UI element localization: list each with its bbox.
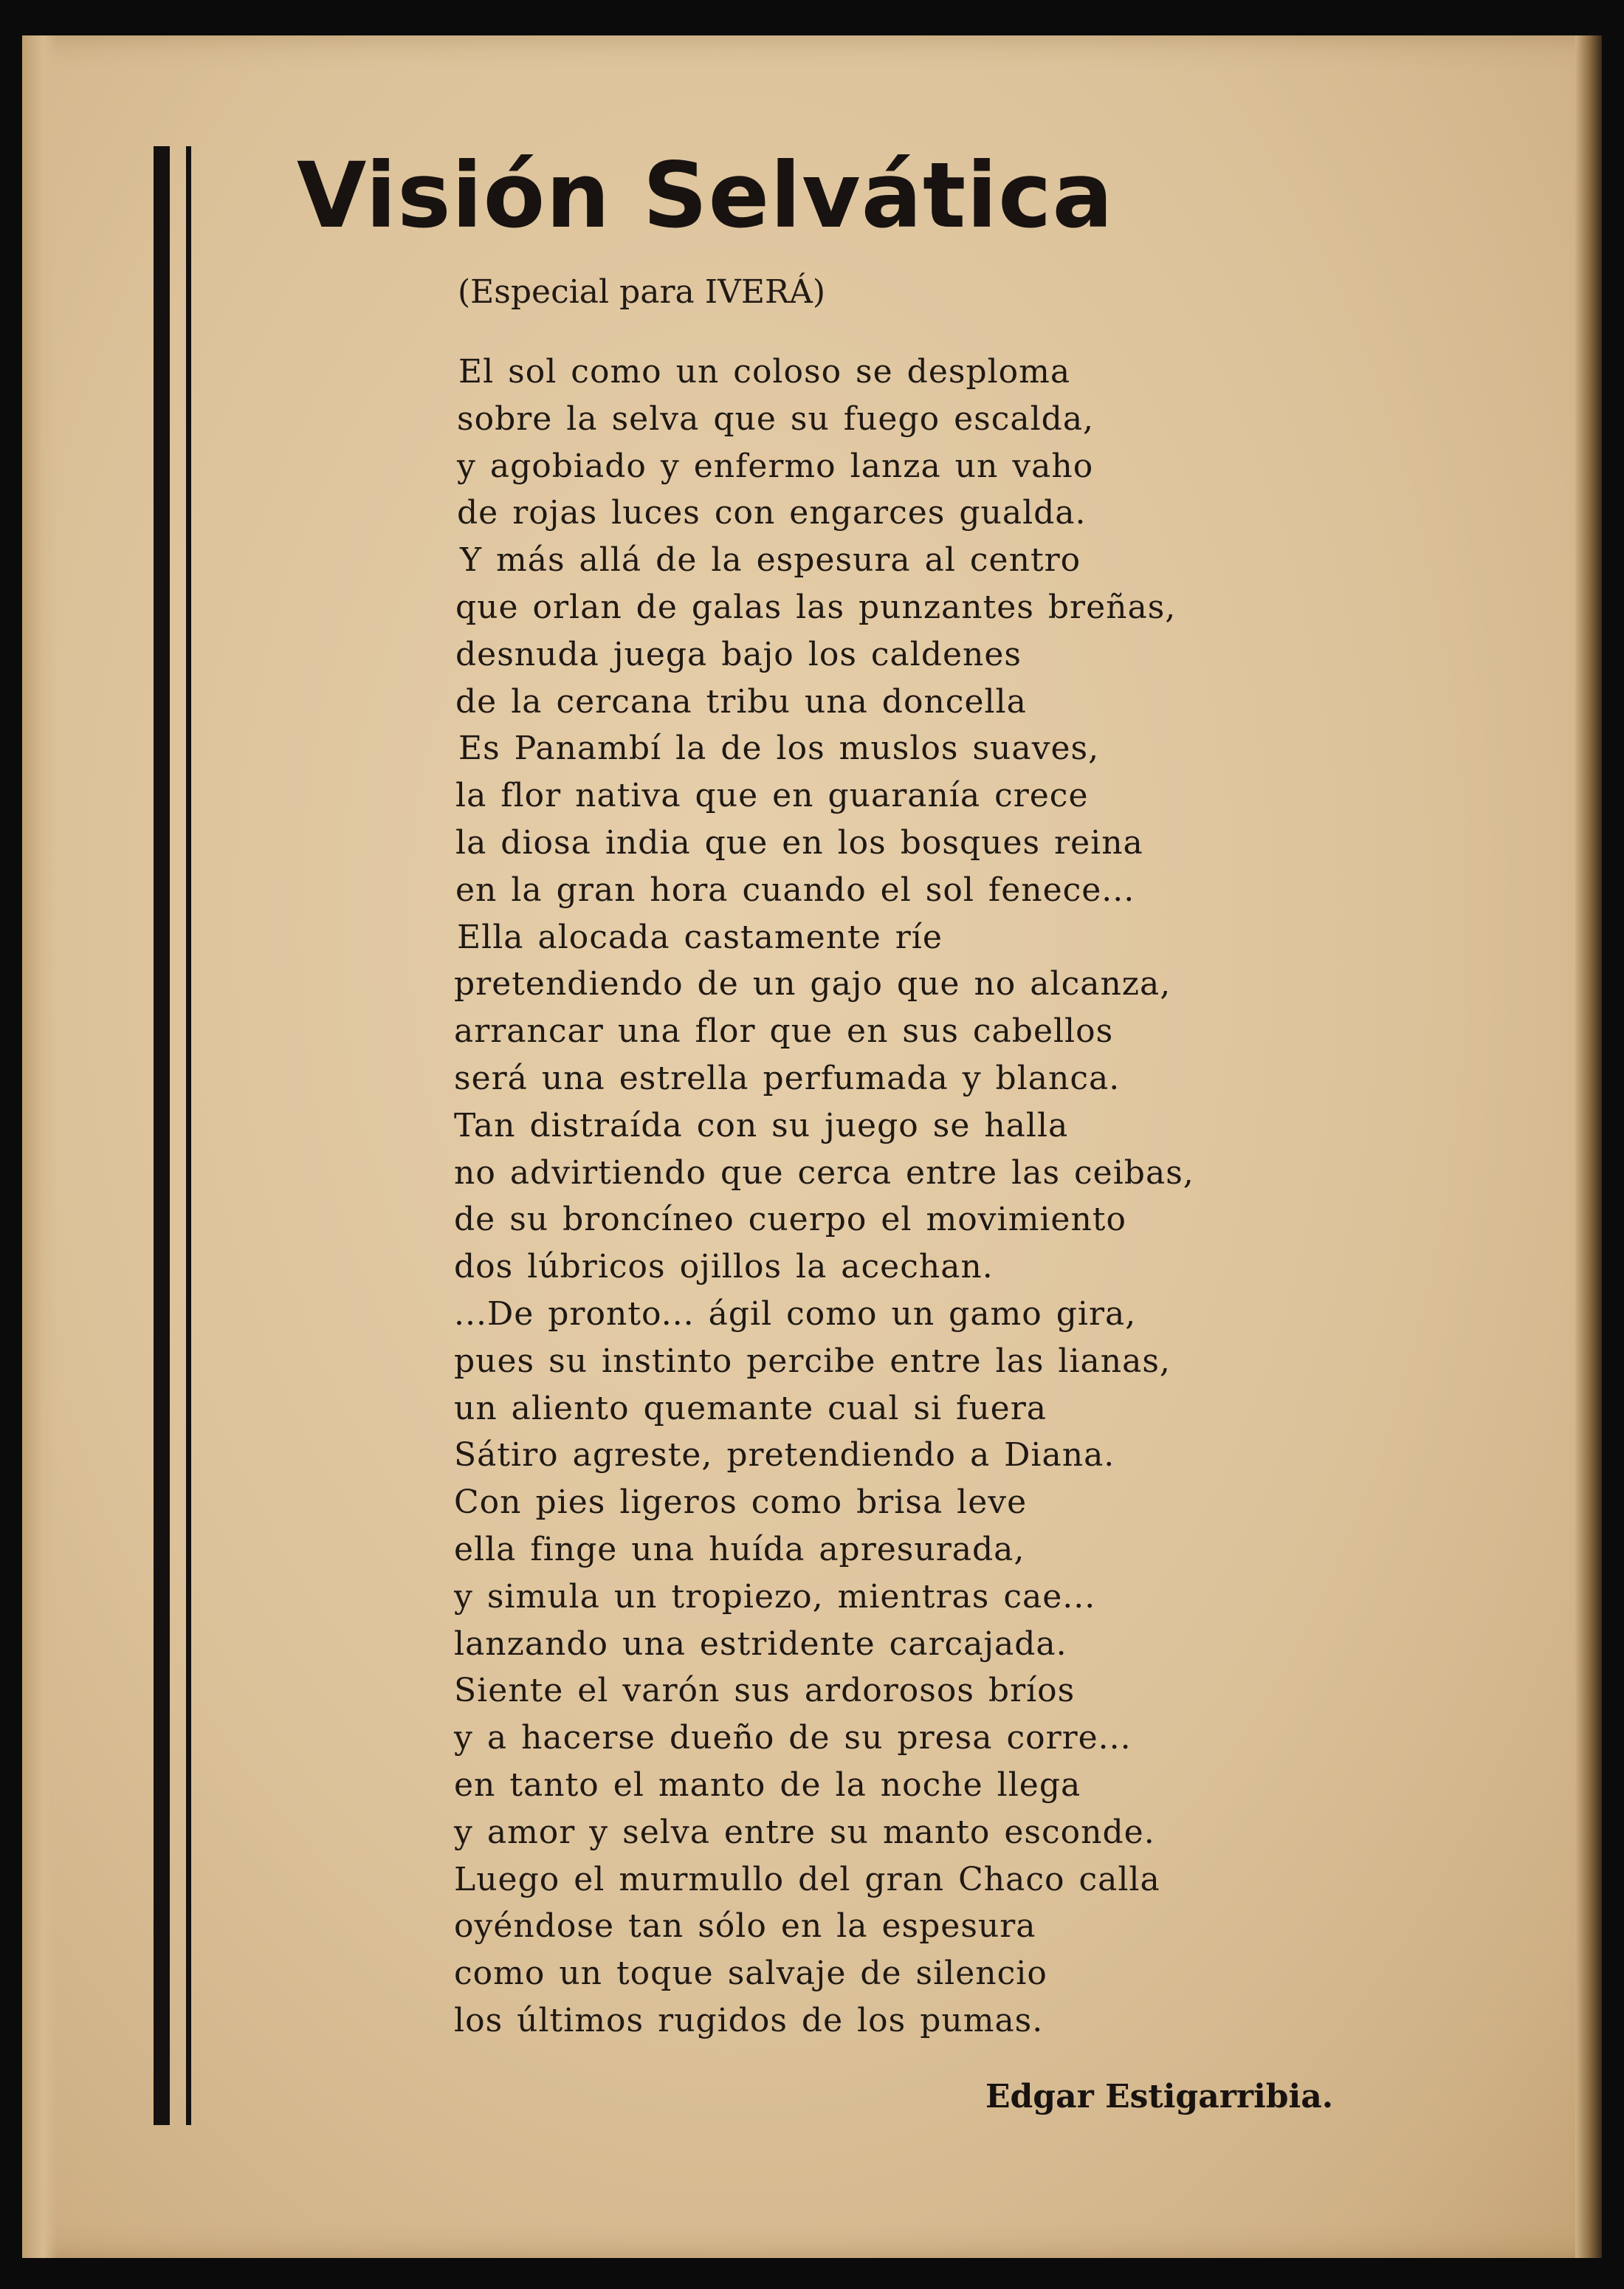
poem-line: y agobiado y enfermo lanza un vaho <box>457 447 1094 485</box>
poem-line: y amor y selva entre su manto esconde. <box>454 1813 1155 1851</box>
poem-line: y a hacerse dueño de su presa corre... <box>454 1719 1132 1757</box>
magazine-page <box>22 35 1602 2258</box>
poem-title: Visión Selvática <box>297 143 1114 248</box>
poem-line: Siente el varón sus ardorosos bríos <box>454 1672 1076 1710</box>
poem-line: Es Panambí la de los muslos suaves, <box>458 730 1100 768</box>
poem-line: los últimos rugidos de los pumas. <box>454 2001 1044 2039</box>
poem-line: lanzando una estridente carcajada. <box>454 1624 1067 1663</box>
page-edge <box>22 35 58 2258</box>
poem-line: dos lúbricos ojillos la acechan. <box>454 1248 994 1286</box>
poem-line: oyéndose tan sólo en la espesura <box>454 1907 1036 1946</box>
poem-line: la flor nativa que en guaranía crece <box>455 777 1089 815</box>
poem-line: pues su instinto percibe entre las lianas, <box>454 1342 1171 1380</box>
decorative-thick-vertical-rule <box>154 146 170 2125</box>
poem-body <box>454 349 1194 2045</box>
poem-line: de rojas luces con engarces gualda. <box>457 494 1087 532</box>
poem-line: arrancar una flor que en sus cabellos <box>454 1012 1114 1051</box>
poem-line: como un toque salvaje de silencio <box>454 1955 1047 1993</box>
poem-line: pretendiendo de un gajo que no alcanza, <box>454 965 1171 1003</box>
poem-line: en la gran hora cuando el sol fenece... <box>455 871 1135 909</box>
poem-line: de la cercana tribu una doncella <box>455 682 1027 721</box>
page-binding-shadow <box>1575 35 1602 2258</box>
poem-line: Y más allá de la espesura al centro <box>460 541 1081 580</box>
poem-line: en tanto el manto de la noche llega <box>454 1765 1081 1804</box>
poem-line: El sol como un coloso se desploma <box>458 353 1071 391</box>
poem-line: ella finge una huída apresurada, <box>454 1530 1025 1568</box>
poem-line: sobre la selva que su fuego escalda, <box>457 399 1095 438</box>
poem-line: será una estrella perfumada y blanca. <box>454 1059 1121 1097</box>
poem-line: que orlan de galas las punzantes breñas, <box>455 588 1177 626</box>
poem-author-signature: Edgar Estigarribia. <box>985 2078 1334 2115</box>
poem-line: Ella alocada castamente ríe <box>457 918 943 956</box>
poem-line: la diosa india que en los bosques reina <box>455 823 1143 862</box>
poem-line: y simula un tropiezo, mientras cae... <box>454 1577 1096 1616</box>
poem-line: desnuda juega bajo los caldenes <box>455 635 1022 673</box>
decorative-thin-vertical-rule <box>186 146 191 2125</box>
poem-line: Luego el murmullo del gran Chaco calla <box>454 1860 1160 1898</box>
poem-line: Con pies ligeros como brisa leve <box>454 1483 1028 1522</box>
poem-line: Sátiro agreste, pretendiendo a Diana. <box>454 1436 1115 1475</box>
poem-line: de su broncíneo cuerpo el movimiento <box>454 1201 1126 1239</box>
poem-line: Tan distraída con su juego se halla <box>454 1106 1069 1144</box>
poem-dedication: (Especial para IVERÁ) <box>458 273 826 311</box>
poem-line: un aliento quemante cual si fuera <box>454 1389 1047 1427</box>
poem-line: ...De pronto... ágil como un gamo gira, <box>454 1294 1137 1333</box>
poem-line: no advirtiendo que cerca entre las ceibas, <box>454 1153 1194 1192</box>
